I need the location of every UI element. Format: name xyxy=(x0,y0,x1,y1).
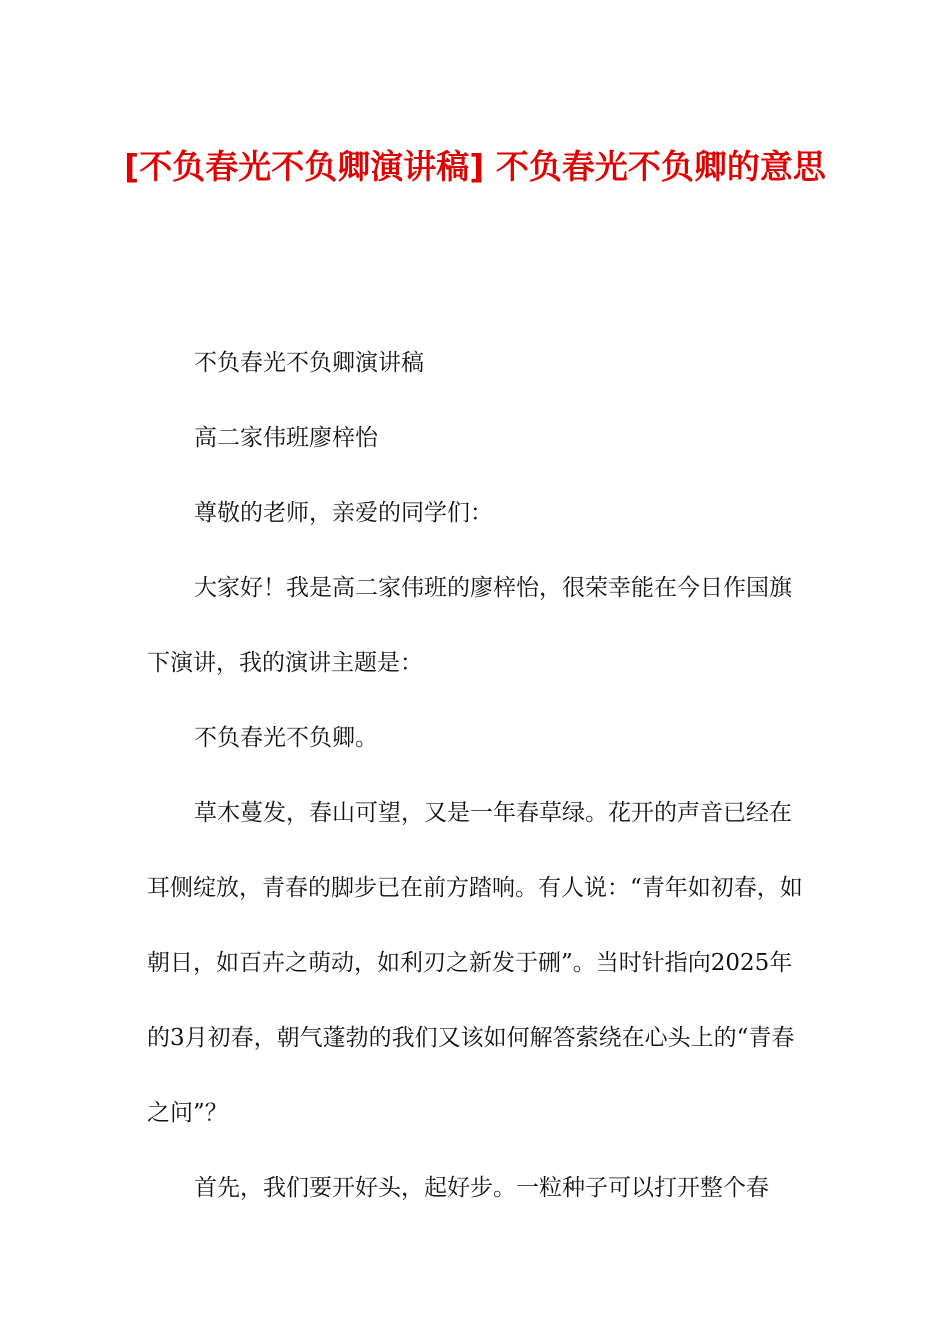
paragraph-greeting: 大家好！我是高二家伟班的廖梓怡，很荣幸能在今日作国旗下演讲，我的演讲主题是： xyxy=(147,575,792,676)
paragraph-salutation: 尊敬的老师，亲爱的同学们： xyxy=(194,500,493,526)
paragraph-speech-title: 不负春光不负卿演讲稿 xyxy=(194,350,424,376)
paragraph-speaker: 高二家伟班廖梓怡 xyxy=(194,425,378,451)
document-title: [不负春光不负卿演讲稿] 不负春光不负卿的意思 xyxy=(124,147,826,186)
paragraph-first-point: 首先，我们要开好头，起好步。一粒种子可以打开整个春 xyxy=(194,1175,769,1201)
paragraph-theme: 不负春光不负卿。 xyxy=(194,725,378,751)
document-body xyxy=(147,326,807,1226)
paragraph-spring: 草木蔓发，春山可望，又是一年春草绿。花开的声音已经在耳侧绽放，青春的脚步已在前方踏响。有人说：“青年如初春，如朝日，如百卉之萌动，如利刃之新发于硎”。当时针指向2025年的3月初春，朝气蓬勃的我们又该如何解答萦绕在心头上的“青春之问”？ xyxy=(147,800,803,1126)
